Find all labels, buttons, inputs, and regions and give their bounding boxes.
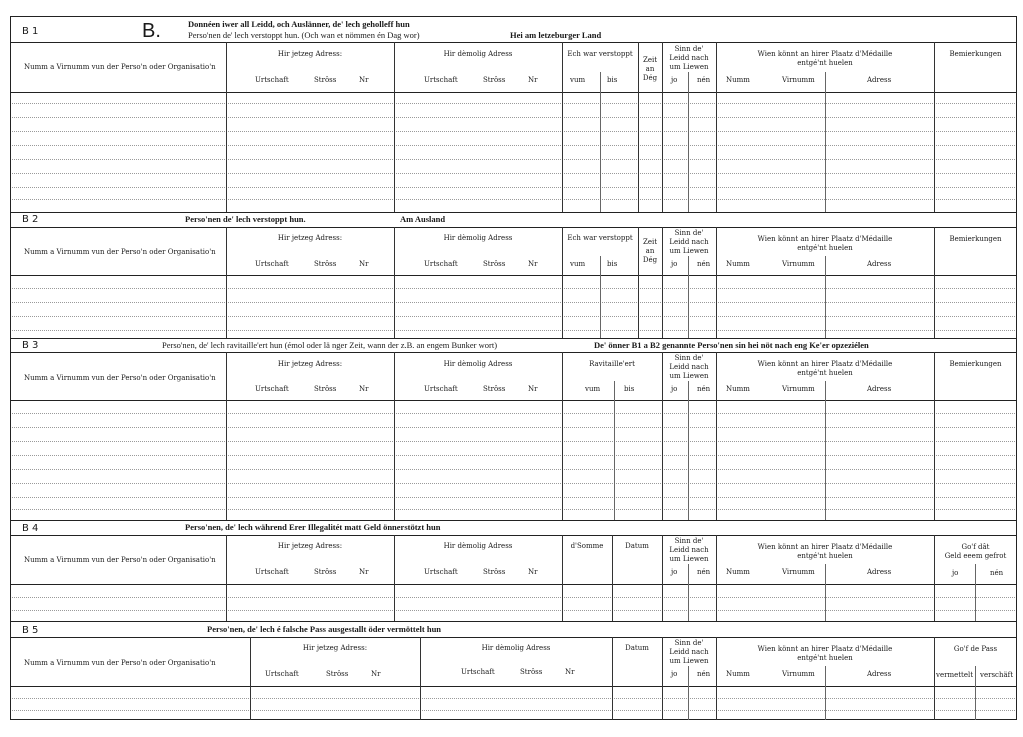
column-divider: [226, 352, 227, 520]
days-header-3: Dég: [642, 74, 658, 82]
entry-line[interactable]: [12, 187, 1015, 188]
entry-line[interactable]: [12, 199, 1015, 200]
entry-line[interactable]: [12, 117, 1015, 118]
header-bottom-rule: [10, 686, 1017, 687]
medal-header-1: Wien könnt an hirer Plaatz d'Médaille: [757, 50, 893, 58]
nr-header: Nr: [528, 76, 538, 84]
street-header: Strôss: [314, 260, 337, 268]
entry-line[interactable]: [12, 173, 1015, 174]
section-id: B 3: [22, 340, 39, 351]
days-header-2: an: [645, 65, 655, 73]
medal-header-1: Wien könnt an hirer Plaatz d'Médaille: [757, 543, 893, 551]
entry-line[interactable]: [12, 710, 1015, 711]
survived-header-1: Sinn de': [674, 639, 704, 647]
header-bottom-rule: [10, 584, 1017, 585]
column-divider: [226, 42, 227, 212]
town-header: Urtschaft: [424, 260, 458, 268]
street-header: Strôss: [326, 670, 349, 678]
survived-header-3: um Liewen: [669, 63, 709, 71]
entry-line[interactable]: [12, 103, 1015, 104]
nr-header: Nr: [359, 568, 369, 576]
column-divider: [394, 535, 395, 621]
section-title: Perso'nen, de' lech ravitaille'ert hun (émol oder lä nger Zeit, wann der z.B. an engem Bunker wort): [162, 340, 498, 350]
header-rule: [10, 535, 1017, 536]
yes-header: jo: [671, 568, 678, 576]
survived-header-1: Sinn de': [674, 45, 704, 53]
entry-line[interactable]: [12, 159, 1015, 160]
entry-line[interactable]: [12, 145, 1015, 146]
column-divider: [614, 381, 615, 520]
days-header-2: an: [645, 247, 655, 255]
former-address-header: Hir dèmolig Adress: [443, 234, 513, 242]
from-header: vum: [570, 76, 586, 84]
section-title: Perso'nen, de' lech während Erer Illegalitét matt Geld önnerstötzt hun: [185, 522, 441, 532]
medal-name-header: Numm: [726, 670, 750, 678]
medal-header-1: Wien könnt an hirer Plaatz d'Médaille: [757, 235, 893, 243]
column-divider: [716, 352, 717, 520]
column-divider: [638, 42, 639, 212]
medal-header-2: entgé'nt huelen: [797, 244, 853, 252]
section-id: B 2: [22, 214, 39, 225]
column-divider: [716, 535, 717, 621]
column-divider: [638, 227, 639, 338]
medal-header-1: Wien könnt an hirer Plaatz d'Médaille: [757, 645, 893, 653]
survived-header-2: Leidd nach: [669, 546, 709, 554]
entry-line[interactable]: [12, 597, 1015, 598]
column-divider: [394, 42, 395, 212]
page-mark: B.: [142, 20, 161, 42]
column-divider: [562, 535, 563, 621]
column-divider: [716, 227, 717, 338]
survived-header-1: Sinn de': [674, 229, 704, 237]
column-divider: [825, 381, 826, 520]
survived-header-1: Sinn de': [674, 354, 704, 362]
column-divider: [562, 352, 563, 520]
current-address-header: Hir jetzeg Adress:: [277, 50, 343, 58]
medal-header-2: entgé'nt huelen: [797, 654, 853, 662]
column-divider: [688, 564, 689, 621]
current-address-header: Hir jetzeg Adress:: [277, 234, 343, 242]
column-divider: [934, 42, 935, 212]
header-bottom-rule: [10, 92, 1017, 93]
no-header: nén: [697, 568, 711, 576]
column-divider: [600, 72, 601, 212]
from-header: vum: [570, 260, 586, 268]
street-header: Strôss: [314, 385, 337, 393]
name-column-header: Numm a Virnumm vun der Perso'n oder Organisatio'n: [24, 248, 216, 256]
town-header: Urtschaft: [255, 76, 289, 84]
town-header: Urtschaft: [424, 568, 458, 576]
entry-line[interactable]: [12, 469, 1015, 470]
column-divider: [934, 637, 935, 720]
medal-header-2: entgé'nt huelen: [797, 552, 853, 560]
former-address-header: Hir dèmolig Adress: [481, 644, 551, 652]
nr-header: Nr: [359, 260, 369, 268]
date-header: Datum: [625, 644, 649, 652]
column-divider: [934, 352, 935, 520]
nr-header: Nr: [359, 76, 369, 84]
medal-name-header: Numm: [726, 76, 750, 84]
survived-header-2: Leidd nach: [669, 54, 709, 62]
nr-header: Nr: [528, 568, 538, 576]
header-rule: [10, 637, 1017, 638]
survived-header-3: um Liewen: [669, 247, 709, 255]
money-yes-header: jo: [952, 569, 959, 577]
street-header: Strôss: [483, 568, 506, 576]
column-divider: [975, 564, 976, 621]
no-header: nén: [697, 260, 711, 268]
column-divider: [688, 256, 689, 338]
column-divider: [420, 637, 421, 720]
medal-firstname-header: Virnumm: [782, 76, 815, 84]
section-title-suffix: Hei am letzeburger Land: [510, 30, 602, 40]
entry-line[interactable]: [12, 413, 1015, 414]
entry-line[interactable]: [12, 427, 1015, 428]
column-divider: [825, 256, 826, 338]
nr-header: Nr: [528, 260, 538, 268]
town-header: Urtschaft: [255, 260, 289, 268]
medal-name-header: Numm: [726, 568, 750, 576]
section-title-suffix: De' önner B1 a B2 genannte Perso'nen sin hei nöt nach eng Ke'er opzeziélen: [594, 340, 869, 350]
former-address-header: Hir dèmolig Adress: [443, 50, 513, 58]
column-divider: [934, 227, 935, 338]
column-divider: [825, 666, 826, 720]
no-header: nén: [697, 670, 711, 678]
survived-header-2: Leidd nach: [669, 238, 709, 246]
entry-line[interactable]: [12, 131, 1015, 132]
column-divider: [688, 381, 689, 520]
pass-header: Go'f de Pass: [953, 645, 998, 653]
town-header: Urtschaft: [424, 385, 458, 393]
days-header-1: Zeit: [642, 238, 658, 246]
to-header: bis: [607, 76, 618, 84]
town-header: Urtschaft: [265, 670, 299, 678]
column-divider: [394, 227, 395, 338]
survived-header-1: Sinn de': [674, 537, 704, 545]
town-header: Urtschaft: [255, 568, 289, 576]
nr-header: Nr: [359, 385, 369, 393]
current-address-header: Hir jetzeg Adress:: [277, 542, 343, 550]
column-divider: [825, 564, 826, 621]
medal-header-1: Wien könnt an hirer Plaatz d'Médaille: [757, 360, 893, 368]
medal-address-header: Adress: [867, 260, 892, 268]
column-divider: [825, 72, 826, 212]
remarks-header: Bemierkungen: [949, 50, 1002, 58]
medal-address-header: Adress: [867, 76, 892, 84]
name-column-header: Numm a Virnumm vun der Perso'n oder Organisatio'n: [24, 556, 216, 564]
entry-line[interactable]: [12, 455, 1015, 456]
column-divider: [600, 256, 601, 338]
survived-header-3: um Liewen: [669, 555, 709, 563]
entry-line[interactable]: [12, 509, 1015, 510]
yes-header: jo: [671, 385, 678, 393]
nr-header: Nr: [528, 385, 538, 393]
survived-header-2: Leidd nach: [669, 363, 709, 371]
section-top-rule: [10, 338, 1017, 339]
medal-firstname-header: Virnumm: [782, 260, 815, 268]
medal-name-header: Numm: [726, 260, 750, 268]
entry-line[interactable]: [12, 302, 1015, 303]
section-top-rule: [10, 621, 1017, 622]
column-divider: [662, 42, 663, 212]
entry-line[interactable]: [12, 483, 1015, 484]
street-header: Strôss: [483, 385, 506, 393]
column-divider: [226, 227, 227, 338]
column-divider: [934, 535, 935, 621]
yes-header: jo: [671, 670, 678, 678]
money-no-header: nén: [990, 569, 1004, 577]
current-address-header: Hir jetzeg Adress:: [277, 360, 343, 368]
column-divider: [662, 637, 663, 720]
pass-issued-header: vermettelt: [936, 671, 974, 679]
section-id: B 4: [22, 523, 39, 534]
town-header: Urtschaft: [461, 668, 495, 676]
medal-header-2: entgé'nt huelen: [797, 59, 853, 67]
column-divider: [662, 352, 663, 520]
entry-line[interactable]: [12, 316, 1015, 317]
header-bottom-rule: [10, 400, 1017, 401]
medal-address-header: Adress: [867, 385, 892, 393]
entry-line[interactable]: [12, 497, 1015, 498]
no-header: nén: [697, 385, 711, 393]
former-address-header: Hir dèmolig Adress: [443, 360, 513, 368]
medal-firstname-header: Virnumm: [782, 385, 815, 393]
column-divider: [226, 535, 227, 621]
column-divider: [562, 227, 563, 338]
street-header: Strôss: [520, 668, 543, 676]
no-header: nén: [697, 76, 711, 84]
survived-header-2: Leidd nach: [669, 648, 709, 656]
header-rule: [10, 352, 1017, 353]
name-column-header: Numm a Virnumm vun der Perso'n oder Organisatio'n: [24, 659, 216, 667]
street-header: Strôss: [314, 568, 337, 576]
days-header-3: Dég: [642, 256, 658, 264]
date-header: Datum: [625, 542, 649, 550]
street-header: Strôss: [314, 76, 337, 84]
yes-header: jo: [671, 76, 678, 84]
medal-address-header: Adress: [867, 670, 892, 678]
nr-header: Nr: [371, 670, 381, 678]
column-divider: [250, 637, 251, 720]
former-address-header: Hir dèmolig Adress: [443, 542, 513, 550]
remarks-header: Bemierkungen: [949, 360, 1002, 368]
header-rule: [10, 227, 1017, 228]
section-top-rule: [10, 520, 1017, 521]
town-header: Urtschaft: [424, 76, 458, 84]
from-header: vum: [585, 385, 601, 393]
medal-header-2: entgé'nt huelen: [797, 369, 853, 377]
column-divider: [716, 42, 717, 212]
section-title-line2: Perso'nen de' lech verstoppt hun. (Och wan et nömmen én Dag wor): [188, 30, 420, 40]
remarks-header: Bemierkungen: [949, 235, 1002, 243]
column-divider: [394, 352, 395, 520]
medal-name-header: Numm: [726, 385, 750, 393]
entry-line[interactable]: [12, 610, 1015, 611]
section-title: Perso'nen de' lech verstoppt hun.: [185, 214, 306, 224]
to-header: bis: [607, 260, 618, 268]
pass-forged-header: verschäft: [980, 671, 1014, 679]
column-divider: [975, 666, 976, 720]
street-header: Strôss: [483, 76, 506, 84]
nr-header: Nr: [565, 668, 575, 676]
survived-header-3: um Liewen: [669, 372, 709, 380]
medal-firstname-header: Virnumm: [782, 568, 815, 576]
survived-header-3: um Liewen: [669, 657, 709, 665]
section-top-rule: [10, 212, 1017, 213]
entry-line[interactable]: [12, 441, 1015, 442]
header-bottom-rule: [10, 275, 1017, 276]
town-header: Urtschaft: [255, 385, 289, 393]
yes-header: jo: [671, 260, 678, 268]
money-asked-header-1: Go'f dât: [961, 543, 990, 551]
name-column-header: Numm a Virnumm vun der Perso'n oder Organisatio'n: [24, 63, 216, 71]
column-divider: [688, 666, 689, 720]
section-title-line1: Donnéen iwer all Leidd, och Auslänner, de' lech geholleff hun: [188, 19, 410, 29]
medal-address-header: Adress: [867, 568, 892, 576]
section-id: B 5: [22, 625, 39, 636]
days-header-1: Zeit: [642, 56, 658, 64]
column-divider: [662, 227, 663, 338]
entry-line[interactable]: [12, 330, 1015, 331]
column-divider: [612, 637, 613, 720]
header-rule: [10, 42, 1017, 43]
supplied-period-header: Ravitaille'ert: [589, 360, 635, 368]
name-column-header: Numm a Virnumm vun der Perso'n oder Organisatio'n: [24, 374, 216, 382]
column-divider: [562, 42, 563, 212]
entry-line[interactable]: [12, 288, 1015, 289]
entry-line[interactable]: [12, 698, 1015, 699]
section-title-suffix: Am Ausland: [400, 214, 446, 224]
column-divider: [688, 72, 689, 212]
to-header: bis: [624, 385, 635, 393]
column-divider: [612, 535, 613, 621]
current-address-header: Hir jetzeg Adress:: [302, 644, 368, 652]
column-divider: [662, 535, 663, 621]
hidden-period-header: Ech war verstoppt: [567, 234, 633, 242]
sum-header: d'Somme: [570, 542, 604, 550]
section-id: B 1: [22, 26, 39, 37]
section-title: Perso'nen, de' lech é falsche Pass ausgestallt öder vermöttelt hun: [207, 624, 442, 634]
medal-firstname-header: Virnumm: [782, 670, 815, 678]
street-header: Strôss: [483, 260, 506, 268]
money-asked-header-2: Geld eeem gefrot: [944, 552, 1007, 560]
hidden-period-header: Ech war verstoppt: [567, 50, 633, 58]
column-divider: [716, 637, 717, 720]
